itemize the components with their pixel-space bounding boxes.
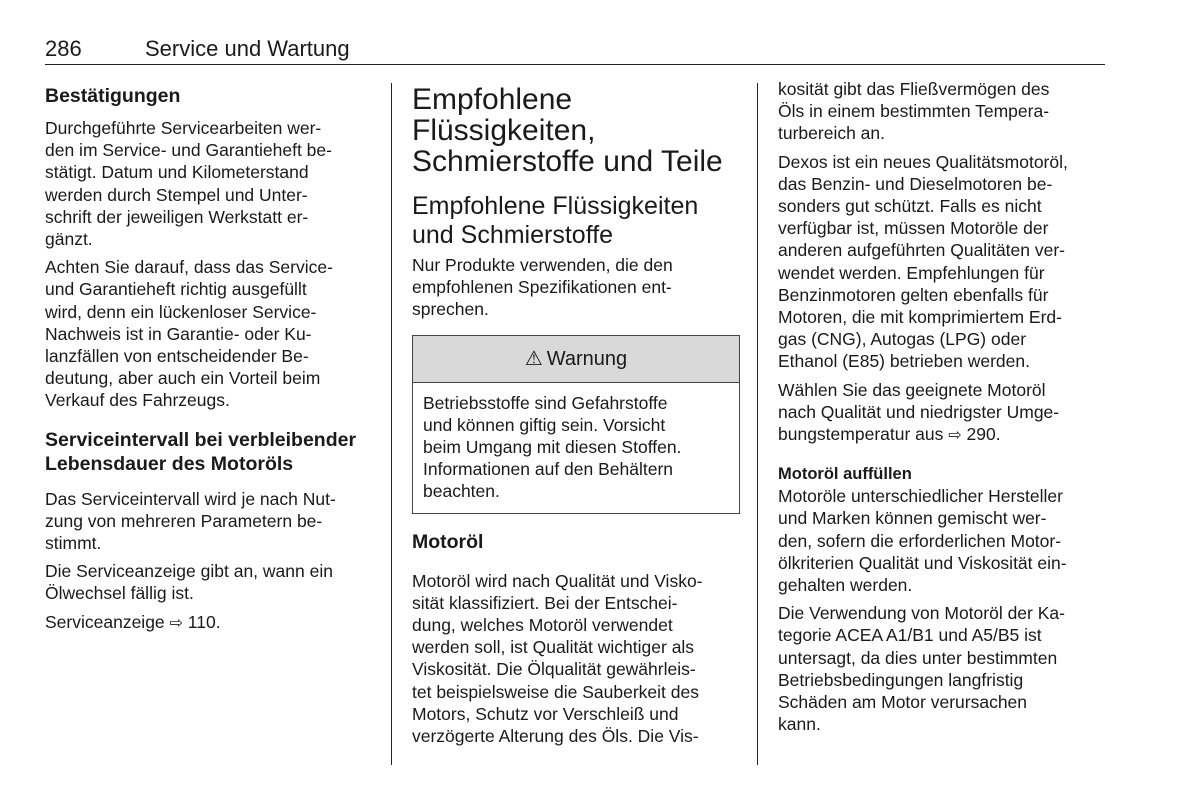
line: verzögerte Alterung des Öls. Die Vis- (412, 726, 699, 747)
reference-page: 110. (182, 611, 221, 632)
line: gas (CNG), Autogas (LPG) oder (778, 329, 1027, 350)
line: Nur Produkte verwenden, die den (412, 255, 673, 275)
line: empfohlenen Spezifikationen ent- (412, 277, 672, 298)
paragraph-interval (45, 488, 375, 555)
page-header (45, 34, 1105, 65)
cross-reference-service-display[interactable] (45, 611, 375, 635)
paragraph-fill-oil (778, 485, 1108, 596)
heading-fill-oil: Motoröl auffüllen (778, 465, 912, 484)
paragraph-service-display (45, 560, 375, 604)
line: das Benzin- und Dieselmotoren be- (778, 173, 1053, 194)
line: Flüssigkeiten, (412, 114, 596, 147)
line: dung, welches Motoröl verwendet (412, 615, 673, 636)
warning-text (413, 383, 739, 513)
line: Empfohlene Flüssigkeiten (412, 192, 699, 220)
line: Motoröl wird nach Qualität und Visko- (412, 570, 703, 591)
line: Betriebsbedingungen langfristig (778, 669, 1024, 690)
paragraph-intro (412, 254, 742, 321)
heading-engine-oil: Motoröl (412, 530, 484, 553)
reference-page[interactable]: 290. (961, 424, 1001, 445)
page-number: 286 (45, 36, 82, 61)
column-divider-1 (391, 83, 392, 765)
warning-label: Warnung (546, 347, 628, 370)
line: Nachweis ist in Garantie- oder Ku- (45, 323, 312, 344)
line: und Marken können gemischt wer- (778, 508, 1047, 529)
line: Motoröle unterschiedlicher Hersteller (778, 486, 1063, 507)
line: und können giftig sein. Vorsicht (423, 414, 666, 435)
line: tet beispielsweise die Sauberkeit des (412, 681, 699, 702)
line: sität klassifiziert. Bei der Entschei- (412, 592, 678, 613)
line: Die Verwendung von Motoröl der Ka- (778, 603, 1065, 624)
line: Schäden am Motor verursachen (778, 692, 1028, 713)
line: Verkauf des Fahrzeugs. (45, 390, 230, 411)
line: lanzfällen von entscheidender Be- (45, 346, 309, 367)
line: ölkriterien Qualität und Viskosität ein- (778, 552, 1067, 573)
line: anderen aufgeführten Qualitäten ver- (778, 240, 1065, 261)
line: gehalten werden. (778, 575, 913, 596)
column-3 (778, 78, 1108, 741)
line: Serviceintervall bei verbleibender (45, 428, 357, 451)
line: kann. (778, 714, 821, 735)
line: Dexos ist ein neues Qualitätsmotoröl, (778, 151, 1068, 172)
line: wendet werden. Empfehlungen für (778, 262, 1045, 283)
line: Durchgeführte Servicearbeiten wer- (45, 118, 322, 138)
line: Motoren, die mit komprimiertem Erd- (778, 307, 1062, 328)
line: zung von mehreren Parametern be- (45, 510, 323, 531)
paragraph-choose-oil (778, 379, 1108, 448)
warning-header (413, 336, 739, 383)
line: stätigt. Datum und Kilometerstand (45, 162, 309, 183)
paragraph-confirmations (45, 117, 375, 250)
line: sprechen. (412, 299, 489, 320)
line: Das Serviceintervall wird je nach Nut- (45, 488, 336, 509)
line: beim Umgang mit diesen Stoffen. (423, 437, 682, 458)
line: beachten. (423, 481, 500, 502)
line: Motors, Schutz vor Verschleiß und (412, 703, 679, 724)
page-arrow-icon: ⇨ (169, 614, 183, 632)
section-title: Service und Wartung (145, 36, 350, 61)
line: stimmt. (45, 533, 102, 554)
line: tegorie ACEA A1/B1 und A5/B5 ist (778, 625, 1042, 646)
line: Ölwechsel fällig ist. (45, 583, 194, 604)
line: kosität gibt das Fließvermögen des (778, 79, 1050, 99)
warning-box (412, 335, 740, 514)
line: verfügbar ist, müssen Motoröle der (778, 218, 1049, 239)
line: werden durch Stempel und Unter- (45, 184, 308, 205)
line: sonders gut schützt. Falls es nicht (778, 196, 1042, 217)
reference-text: Serviceanzeige (45, 611, 170, 632)
page-arrow-icon[interactable]: ⇨ (948, 427, 962, 445)
warning-triangle-icon: ⚠ (524, 347, 543, 370)
line: und Garantieheft richtig ausgefüllt (45, 279, 307, 300)
line: den, sofern die erforderlichen Motor- (778, 530, 1062, 551)
line: Lebensdauer des Motoröls (45, 452, 294, 475)
line: gänzt. (45, 229, 93, 250)
line: turbereich an. (778, 123, 886, 144)
line: untersagt, da dies unter bestimmten (778, 647, 1058, 668)
line: Schmierstoffe und Teile (412, 145, 723, 178)
paragraph-acea (778, 602, 1108, 735)
line: wird, denn ein lückenloser Service- (45, 301, 317, 322)
column-2 (412, 78, 742, 753)
line: Ethanol (E85) betrieben werden. (778, 351, 1030, 372)
heading-confirmations: Bestätigungen (45, 85, 181, 107)
line: Die Serviceanzeige gibt an, wann ein (45, 561, 333, 582)
heading-service-interval (45, 428, 375, 476)
line: Informationen auf den Behältern (423, 459, 674, 480)
line: bungstemperatur aus (778, 424, 949, 445)
line: Benzinmotoren gelten ebenfalls für (778, 284, 1049, 305)
line: Achten Sie darauf, dass das Service- (45, 257, 333, 278)
line: nach Qualität und niedrigster Umge- (778, 401, 1060, 422)
line: Viskosität. Die Ölqualität gewährleis- (412, 659, 696, 680)
paragraph-viscosity (778, 78, 1108, 145)
paragraph-dexos (778, 151, 1108, 373)
line: den im Service- und Garantieheft be- (45, 140, 332, 161)
section-subtitle (412, 192, 742, 250)
chapter-title (412, 84, 742, 177)
line: Betriebsstoffe sind Gefahrstoffe (423, 392, 668, 413)
line: schrift der jeweiligen Werkstatt er- (45, 206, 309, 227)
line: Öls in einem bestimmten Tempera- (778, 101, 1050, 122)
line: und Schmierstoffe (412, 221, 614, 249)
line: Wählen Sie das geeignete Motoröl (778, 379, 1046, 400)
line: Empfohlene (412, 83, 573, 116)
column-1 (45, 78, 375, 641)
column-divider-2 (757, 83, 758, 765)
paragraph-engine-oil (412, 570, 742, 748)
paragraph-service-book (45, 256, 375, 411)
line: deutung, aber auch ein Vorteil beim (45, 368, 321, 389)
line: werden soll, ist Qualität wichtiger als (412, 637, 695, 658)
